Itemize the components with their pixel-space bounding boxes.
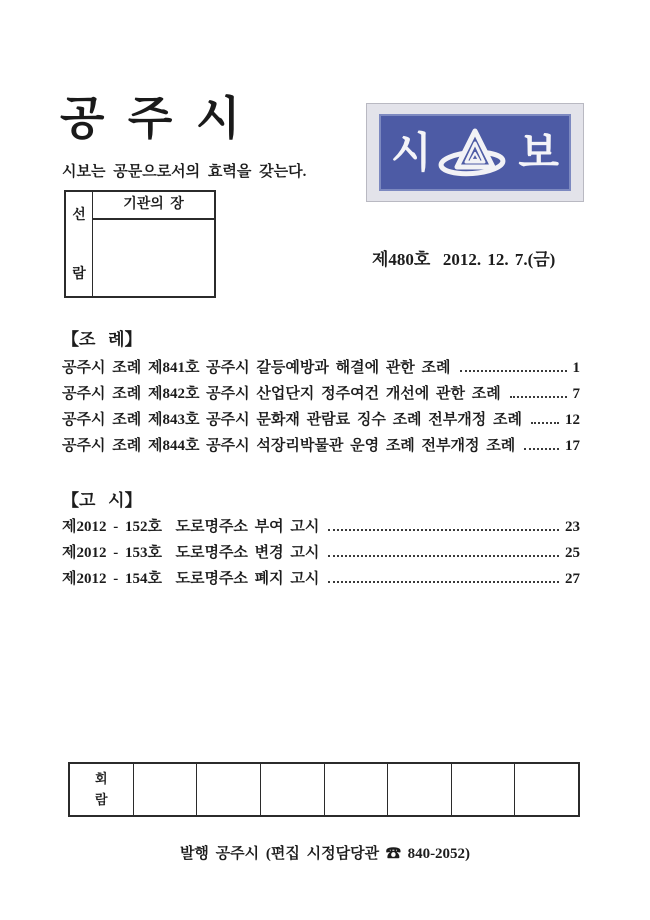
circulation-blank-cell (452, 764, 516, 815)
circulation-blank-cell (197, 764, 261, 815)
toc-entry-title: 공주시 조례 제841호 공주시 갈등예방과 해결에 관한 조례 (62, 360, 451, 376)
circulation-blank-cell (388, 764, 452, 815)
circulation-label-top: 회 (95, 771, 108, 787)
toc-entry (62, 433, 580, 459)
toc-entry-title: 공주시 조례 제843호 공주시 문화재 관람료 징수 조례 전부개정 조례 (62, 412, 522, 428)
section-heading-notices: 【고 시】 (62, 491, 142, 510)
toc-entry (62, 407, 580, 433)
toc-entry-title: 제2012 - 152호 도로명주소 부여 고시 (62, 519, 320, 535)
city-title: 공 주 시 (60, 93, 244, 144)
toc-entry-page: 23 (565, 519, 580, 535)
toc-entry-page: 7 (572, 386, 580, 402)
gazette-stamp (366, 103, 584, 202)
perusal-label-bottom: 람 (72, 267, 86, 282)
stamp-char-bo: 보 (518, 128, 559, 176)
toc-entry-page: 1 (572, 360, 580, 376)
dot-leader (460, 370, 567, 372)
gazette-stamp-plate (379, 114, 571, 191)
toc-entry (62, 355, 580, 381)
dot-leader (531, 422, 559, 424)
agency-head-header: 기관의 장 (93, 192, 214, 220)
dot-leader (328, 529, 559, 531)
toc-entry (62, 540, 580, 566)
legal-effect-notice: 시보는 공문으로서의 효력을 갖는다. (62, 164, 307, 180)
dot-leader (328, 555, 559, 557)
toc-entry-title: 제2012 - 153호 도로명주소 변경 고시 (62, 545, 320, 561)
perusal-label-top: 선 (72, 208, 86, 223)
circulation-blank-cell (515, 764, 578, 815)
circulation-blank-cell (134, 764, 198, 815)
toc-entry-page: 17 (565, 438, 580, 454)
table-of-contents (62, 327, 580, 592)
toc-entry-title: 제2012 - 154호 도로명주소 폐지 고시 (62, 571, 320, 587)
issue-number-date: 제480호 2012. 12. 7.(금) (372, 250, 556, 269)
circulation-table (68, 762, 580, 817)
toc-entry-title: 공주시 조례 제844호 공주시 석장리박물관 운영 조례 전부개정 조례 (62, 438, 516, 454)
circulation-blank-cell (261, 764, 325, 815)
circulation-blank-cell (325, 764, 389, 815)
perusal-table (64, 190, 216, 298)
toc-entry-title: 공주시 조례 제842호 공주시 산업단지 정주여건 개선에 관한 조례 (62, 386, 501, 402)
perusal-label-column (66, 192, 93, 296)
toc-entry-page: 25 (565, 545, 580, 561)
circulation-label-cell (70, 764, 134, 815)
dot-leader (510, 396, 567, 398)
circulation-label-bottom: 람 (95, 791, 108, 807)
toc-entry-page: 12 (565, 412, 580, 428)
toc-entry (62, 566, 580, 592)
stamp-char-si: 시 (391, 128, 432, 176)
dot-leader (524, 448, 559, 450)
signature-blank-cell (93, 220, 214, 296)
perusal-sign-column (93, 192, 214, 296)
section-heading-ordinances: 【조 례】 (62, 330, 142, 349)
toc-entry (62, 514, 580, 540)
dot-leader (328, 581, 559, 583)
toc-entry-page: 27 (565, 571, 580, 587)
city-emblem-icon (436, 124, 514, 182)
toc-entry (62, 381, 580, 407)
publisher-footer: 발행 공주시 (편집 시정담당관 ☎ 840-2052) (179, 846, 471, 862)
